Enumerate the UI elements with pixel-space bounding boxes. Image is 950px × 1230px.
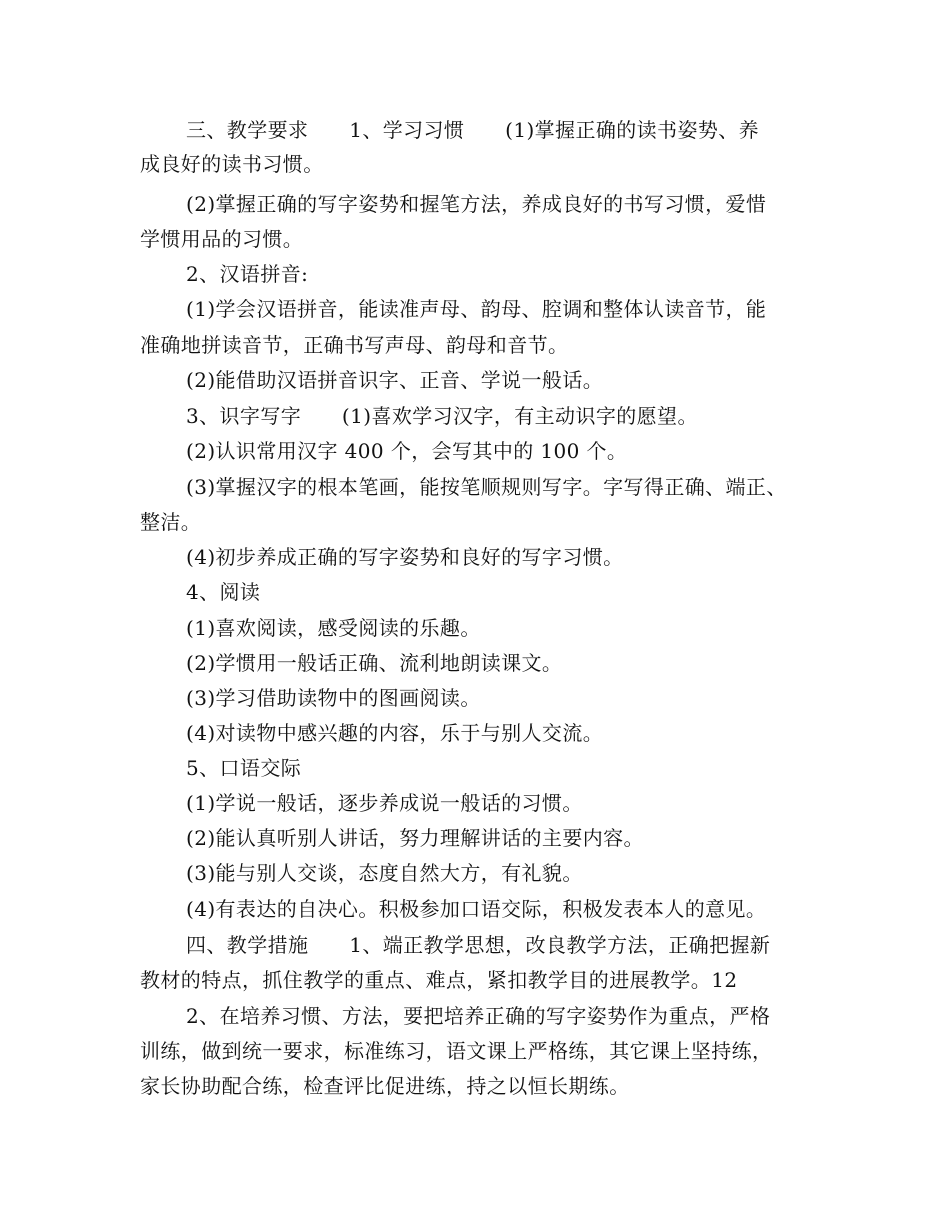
text-line: 教材的特点，抓住教学的重点、难点，紧扣教学目的进展教学。12	[140, 968, 738, 992]
text-line: 家长协助配合练，检查评比促进练，持之以恒长期练。	[140, 1074, 630, 1098]
text-line: 3、识字写字 (1)喜欢学习汉字，有主动识字的愿望。	[186, 404, 698, 428]
text-line: (2)能借助汉语拼音识字、正音、学说一般话。	[186, 368, 604, 392]
text-line: (3)学习借助读物中的图画阅读。	[186, 686, 481, 710]
text-line: (4)有表达的自决心。积极参加口语交际，积极发表本人的意见。	[186, 897, 767, 921]
text-line: (3)掌握汉字的根本笔画，能按笔顺规则写字。字写得正确、端正、	[186, 475, 787, 499]
text-line: (3)能与别人交谈，态度自然大方，有礼貌。	[186, 861, 583, 885]
text-line: (2)掌握正确的写字姿势和握笔方法，养成良好的书写习惯，爱惜	[186, 192, 767, 216]
text-line: 2、在培养习惯、方法，要把培养正确的写字姿势作为重点，严格	[186, 1004, 771, 1028]
text-line: 成良好的读书习惯。	[140, 152, 324, 176]
text-line: 5、口语交际	[186, 756, 302, 780]
text-line: (4)对读物中感兴趣的内容，乐于与别人交流。	[186, 721, 604, 745]
text-line: 4、阅读	[186, 580, 261, 604]
text-line: (1)学说一般话，逐步养成说一般话的习惯。	[186, 791, 583, 815]
text-line: (1)喜欢阅读，感受阅读的乐趣。	[186, 616, 481, 640]
text-line: (4)初步养成正确的写字姿势和良好的写字习惯。	[186, 545, 624, 569]
text-line: (2)认识常用汉字 400 个，会写其中的 100 个。	[186, 439, 628, 463]
text-line: 训练，做到统一要求，标准练习，语文课上严格练，其它课上坚持练，	[140, 1039, 773, 1063]
text-line: 三、教学要求 1、学习习惯 (1)掌握正确的读书姿势、养	[186, 118, 760, 142]
text-line: 整洁。	[140, 510, 202, 534]
text-line: (2)能认真听别人讲话，努力理解讲话的主要内容。	[186, 826, 644, 850]
text-line: 学惯用品的习惯。	[140, 227, 304, 251]
text-line: (2)学惯用一般话正确、流利地朗读课文。	[186, 651, 563, 675]
text-line: 四、教学措施 1、端正教学思想，改良教学方法，正确把握新	[186, 933, 771, 957]
text-line: 准确地拼读音节，正确书写声母、韵母和音节。	[140, 333, 569, 357]
text-line: 2、汉语拼音:	[186, 262, 309, 286]
text-line: (1)学会汉语拼音，能读准声母、韵母、腔调和整体认读音节，能	[186, 297, 767, 321]
